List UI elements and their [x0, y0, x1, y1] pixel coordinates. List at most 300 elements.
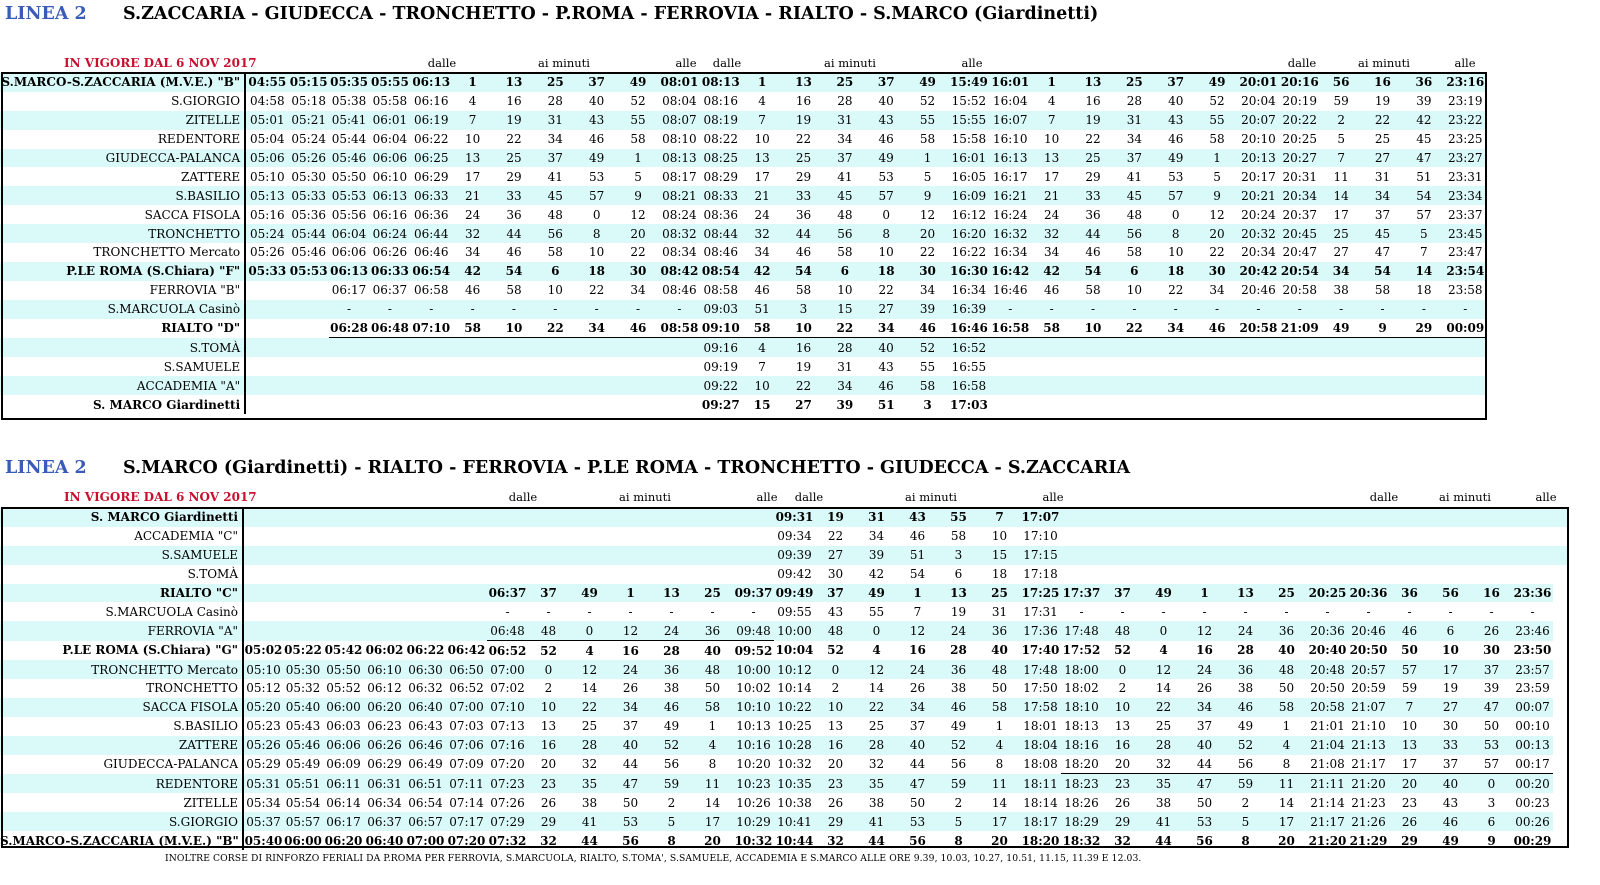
- timetable-row: [0, 565, 1568, 584]
- departure-time: 10: [464, 132, 481, 147]
- departure-time: 17:03: [950, 397, 988, 412]
- departure-time: 06:36: [413, 207, 449, 222]
- departure-time: 10: [878, 245, 894, 260]
- station-name: S.GIORGIO: [0, 92, 245, 111]
- departure-time: 16:22: [951, 245, 987, 260]
- departure-time: 21:29: [1349, 833, 1388, 848]
- departure-time: 45: [1114, 186, 1155, 205]
- departure-time: 05:40: [244, 833, 283, 848]
- departure-time: 26: [1389, 812, 1430, 831]
- departure-time: 6: [535, 262, 576, 281]
- departure-time: 17:10: [1023, 529, 1058, 544]
- departure-time: 40: [991, 643, 1008, 658]
- departure-time: [1553, 508, 1568, 527]
- departure-time: 46: [907, 319, 948, 338]
- departure-time: [446, 565, 487, 584]
- departure-time: [1061, 546, 1102, 565]
- departure-time: 20:10: [1241, 132, 1276, 147]
- departure-time: -: [1530, 604, 1535, 619]
- departure-time: 22: [569, 698, 610, 717]
- departure-time: 09:34: [777, 529, 812, 544]
- departure-time: 34: [1320, 262, 1361, 281]
- departure-time: 38: [663, 681, 680, 696]
- departure-time: 22: [827, 529, 844, 544]
- departure-time: 16:05: [951, 169, 987, 184]
- departure-time: 00:07: [1512, 698, 1553, 717]
- departure-time: 23:45: [1445, 224, 1486, 243]
- departure-time: 22: [856, 698, 897, 717]
- departure-time: 08:24: [662, 207, 697, 222]
- departure-time: -: [1325, 604, 1330, 619]
- departure-time: 07:32: [488, 833, 527, 848]
- departure-time: 53: [610, 812, 651, 831]
- timetable-row: [0, 376, 1486, 395]
- departure-time: -: [1407, 604, 1412, 619]
- departure-time: 08:58: [659, 319, 700, 338]
- departure-time: [1143, 546, 1184, 565]
- departure-time: [1114, 376, 1155, 395]
- departure-time: 7: [979, 508, 1020, 527]
- departure-time: 0: [1102, 660, 1143, 679]
- departure-time: [289, 300, 329, 319]
- departure-time: 00:09: [1445, 319, 1486, 338]
- timetable-row: [0, 812, 1568, 831]
- departure-time: 23: [1102, 774, 1143, 793]
- departure-time: 36: [1403, 73, 1444, 92]
- departure-time: 05:33: [245, 262, 288, 281]
- departure-time: 28: [824, 338, 865, 357]
- departure-time: 28: [547, 94, 563, 109]
- departure-time: 20:47: [1282, 245, 1318, 260]
- departure-time: 57: [1155, 186, 1196, 205]
- departure-time: 26: [827, 795, 844, 810]
- departure-time: 08:17: [662, 169, 697, 184]
- departure-time: 44: [1072, 224, 1113, 243]
- departure-time: 18:04: [1020, 736, 1061, 755]
- departure-time: 47: [1184, 774, 1225, 793]
- departure-time: 22: [783, 376, 824, 395]
- departure-time: 24: [464, 207, 481, 222]
- departure-time: 47: [1403, 149, 1444, 168]
- departure-time: 42: [1403, 111, 1444, 130]
- departure-time: [1389, 546, 1430, 565]
- departure-time: [493, 338, 534, 357]
- departure-time: 35: [569, 774, 610, 793]
- departure-time: 18:23: [1061, 774, 1102, 793]
- departure-time: 47: [1471, 698, 1512, 717]
- departure-time: 16:34: [951, 283, 987, 298]
- departure-time: 07:14: [449, 795, 484, 810]
- departure-time: 07:09: [449, 757, 484, 772]
- departure-time: 19: [783, 111, 824, 130]
- departure-time: 10: [528, 698, 569, 717]
- departure-time: 06:43: [408, 719, 443, 734]
- departure-time: 08:32: [659, 224, 700, 243]
- departure-time: 39: [1483, 681, 1500, 696]
- departure-time: 28: [663, 643, 680, 658]
- departure-time: [1196, 376, 1237, 395]
- departure-time: 56: [1320, 73, 1361, 92]
- station-name: P.LE ROMA (S.Chiara) "F": [0, 262, 245, 281]
- departure-time: 37: [528, 584, 569, 603]
- departure-time: 34: [897, 698, 938, 717]
- departure-time: 53: [589, 169, 605, 184]
- departure-time: 07:00: [487, 660, 528, 679]
- departure-time: 29: [815, 812, 856, 831]
- departure-time: 08:42: [659, 262, 700, 281]
- departure-time: 10: [837, 283, 853, 298]
- departure-time: 20:50: [1310, 681, 1345, 696]
- departure-time: 46: [795, 245, 812, 260]
- departure-time: [1225, 546, 1266, 565]
- departure-time: 25: [1374, 132, 1391, 147]
- departure-time: 39: [1416, 94, 1432, 109]
- departure-time: [405, 565, 446, 584]
- departure-time: 41: [856, 812, 897, 831]
- departure-time: 06:58: [413, 283, 449, 298]
- departure-time: [323, 602, 364, 621]
- departure-time: [364, 527, 405, 546]
- departure-time: 19: [815, 508, 856, 527]
- departure-time: 2: [544, 681, 553, 696]
- departure-time: 49: [1196, 73, 1237, 92]
- departure-time: 42: [741, 262, 782, 281]
- departure-time: 22: [919, 245, 936, 260]
- departure-time: 5: [923, 169, 932, 184]
- departure-time: 12: [610, 621, 651, 640]
- departure-time: 10:23: [733, 774, 774, 793]
- departure-time: [405, 584, 446, 603]
- departure-time: [733, 565, 774, 584]
- departure-time: 06:16: [372, 207, 408, 222]
- departure-time: 52: [919, 94, 936, 109]
- timetable-row: [0, 205, 1486, 224]
- departure-time: 21: [452, 186, 493, 205]
- departure-time: 56: [1114, 224, 1155, 243]
- departure-time: 31: [824, 111, 865, 130]
- departure-time: 58: [795, 283, 812, 298]
- departure-time: 05:12: [246, 681, 281, 696]
- departure-time: 31: [1114, 111, 1155, 130]
- departure-time: 31: [837, 359, 853, 374]
- departure-time: [990, 376, 1031, 395]
- departure-time: [1471, 565, 1512, 584]
- departure-time: 20:37: [1282, 207, 1318, 222]
- departure-time: 15: [753, 397, 771, 412]
- departure-time: -: [1072, 300, 1113, 319]
- departure-time: 10: [493, 319, 534, 338]
- departure-time: 54: [783, 262, 824, 281]
- departure-time: [576, 395, 617, 414]
- departure-time: 10: [1401, 719, 1418, 734]
- departure-time: [1031, 357, 1072, 376]
- departure-time: 06:30: [405, 660, 446, 679]
- departure-time: 10:20: [736, 757, 771, 772]
- line-label: LINEA 2: [5, 4, 87, 24]
- departure-time: 27: [1333, 245, 1349, 260]
- departure-time: [446, 508, 487, 527]
- departure-time: [1102, 527, 1143, 546]
- departure-time: 56: [622, 833, 639, 848]
- departure-time: 20:50: [1349, 643, 1388, 658]
- departure-time: [289, 338, 329, 357]
- route-heading-bottom: [5, 458, 1130, 478]
- departure-time: 44: [622, 757, 639, 772]
- departure-time: 12: [1209, 207, 1225, 222]
- departure-time: 4: [758, 94, 766, 109]
- departure-time: [283, 621, 323, 640]
- departure-time: [1279, 338, 1320, 357]
- departure-time: [1061, 565, 1102, 584]
- departure-time: [1143, 565, 1184, 584]
- departure-time: 06:42: [447, 643, 486, 658]
- departure-time: [1238, 395, 1279, 414]
- departure-time: 35: [1143, 774, 1184, 793]
- departure-time: -: [329, 300, 369, 319]
- departure-time: [610, 527, 651, 546]
- departure-time: 05:54: [285, 795, 321, 810]
- departure-time: 36: [506, 207, 522, 222]
- departure-time: 16: [795, 94, 812, 109]
- departure-time: 05:53: [329, 186, 369, 205]
- departure-time: 52: [651, 736, 692, 755]
- departure-time: [283, 508, 323, 527]
- station-name: S.TOMÀ: [0, 565, 243, 584]
- departure-time: 50: [622, 795, 639, 810]
- departure-time: 08:22: [703, 132, 739, 147]
- departure-time: 42: [868, 567, 885, 582]
- departure-time: 21:20: [1308, 833, 1347, 848]
- departure-time: 49: [1143, 584, 1184, 603]
- station-name: SACCA FISOLA: [0, 205, 245, 224]
- departure-time: [405, 546, 446, 565]
- departure-time: 44: [493, 224, 534, 243]
- departure-time: [617, 357, 658, 376]
- departure-time: 10:38: [777, 795, 812, 810]
- departure-time: [289, 319, 329, 338]
- departure-time: 32: [827, 833, 844, 848]
- departure-time: [411, 395, 452, 414]
- departure-time: 46: [909, 529, 926, 544]
- departure-time: 20:22: [1279, 111, 1320, 130]
- departure-time: 41: [1126, 169, 1142, 184]
- departure-time: 08:01: [659, 73, 700, 92]
- departure-time: -: [1120, 604, 1125, 619]
- departure-time: [1072, 338, 1113, 357]
- departure-time: 35: [856, 774, 897, 793]
- departure-time: 58: [1031, 319, 1072, 338]
- departure-time: [1031, 395, 1072, 414]
- departure-time: 23:31: [1447, 169, 1483, 184]
- departure-time: 06:23: [367, 719, 402, 734]
- departure-time: 07:20: [490, 757, 525, 772]
- station-name: S. MARCO Giardinetti: [0, 508, 243, 527]
- departure-time: 42: [1031, 262, 1072, 281]
- timetable-row: [0, 641, 1568, 660]
- departure-time: 06:52: [488, 643, 527, 658]
- departure-time: 06:10: [372, 169, 408, 184]
- departure-time: 10: [1168, 245, 1184, 260]
- departure-time: 06:00: [323, 698, 364, 717]
- departure-time: [1307, 527, 1348, 546]
- departure-time: 14: [704, 795, 721, 810]
- departure-time: [1061, 527, 1102, 546]
- departure-time: 48: [1126, 207, 1142, 222]
- departure-time: [245, 338, 288, 357]
- departure-time: 53: [878, 169, 894, 184]
- departure-time: 55: [938, 508, 979, 527]
- departure-time: [610, 546, 651, 565]
- departure-time: 39: [907, 300, 948, 319]
- departure-time: [1114, 338, 1155, 357]
- departure-time: [569, 565, 610, 584]
- departure-time: 20:40: [1308, 643, 1347, 658]
- departure-time: 32: [1114, 833, 1131, 848]
- departure-time: -: [659, 300, 700, 319]
- departure-time: 1: [1031, 73, 1072, 92]
- departure-time: 07:02: [490, 681, 525, 696]
- departure-time: [1553, 527, 1568, 546]
- departure-time: 06:24: [369, 224, 410, 243]
- departure-time: 16:55: [951, 359, 987, 374]
- departure-time: 05:52: [326, 681, 361, 696]
- departure-time: 27: [815, 546, 856, 565]
- departure-time: 17: [1266, 812, 1307, 831]
- departure-time: -: [535, 300, 576, 319]
- departure-time: 49: [907, 73, 948, 92]
- departure-time: 21:14: [1310, 795, 1345, 810]
- departure-time: [651, 527, 692, 546]
- departure-time: 1: [897, 584, 938, 603]
- departure-time: [569, 527, 610, 546]
- departure-time: 05:01: [245, 111, 288, 130]
- departure-time: 51: [741, 300, 782, 319]
- departure-time: 23:37: [1447, 207, 1483, 222]
- departure-time: 08:04: [662, 94, 697, 109]
- departure-time: [1225, 527, 1266, 546]
- departure-time: [610, 508, 651, 527]
- departure-time: [1155, 376, 1196, 395]
- departure-time: 06:06: [331, 245, 367, 260]
- timetable-row: [0, 357, 1486, 376]
- station-name: RIALTO "D": [0, 319, 245, 338]
- departure-time: 14: [1155, 681, 1172, 696]
- station-name: ZATTERE: [0, 736, 243, 755]
- departure-time: [1143, 527, 1184, 546]
- departure-time: 34: [547, 132, 563, 147]
- departure-time: [1225, 508, 1266, 527]
- departure-time: 20:25: [1282, 132, 1318, 147]
- departure-time: 16:21: [990, 186, 1031, 205]
- departure-time: [283, 584, 323, 603]
- departure-time: 09:49: [774, 584, 815, 603]
- departure-time: 30: [1483, 643, 1500, 658]
- departure-time: 25: [581, 719, 598, 734]
- departure-time: 10: [741, 376, 782, 395]
- station-name: GIUDECCA-PALANCA: [0, 149, 245, 168]
- departure-time: 31: [856, 508, 897, 527]
- departure-time: 48: [837, 207, 853, 222]
- departure-time: 05:46: [329, 149, 369, 168]
- departure-time: 3: [923, 397, 932, 412]
- departure-time: 32: [1143, 755, 1184, 774]
- departure-time: 20:36: [1307, 621, 1348, 640]
- departure-time: 16:42: [990, 262, 1031, 281]
- departure-time: 18: [576, 262, 617, 281]
- departure-time: 16:04: [992, 94, 1028, 109]
- departure-time: [1430, 508, 1471, 527]
- departure-time: [692, 546, 733, 565]
- departure-time: 23:22: [1445, 111, 1486, 130]
- departure-time: 59: [1333, 94, 1349, 109]
- departure-time: 21: [1031, 186, 1072, 205]
- departure-time: 36: [1225, 660, 1266, 679]
- timetable-row: [0, 755, 1568, 774]
- departure-time: 41: [547, 169, 563, 184]
- departure-time: 05:43: [285, 719, 321, 734]
- departure-time: 19: [493, 111, 534, 130]
- departure-time: 16:10: [992, 132, 1028, 147]
- departure-time: 25: [1266, 584, 1307, 603]
- departure-time: 17:48: [1020, 660, 1061, 679]
- departure-time: [1114, 395, 1155, 414]
- departure-time: [528, 508, 569, 527]
- departure-time: 34: [824, 376, 865, 395]
- departure-time: [446, 546, 487, 565]
- departure-time: 46: [617, 319, 658, 338]
- departure-time: -: [1031, 300, 1072, 319]
- departure-time: [452, 376, 493, 395]
- departure-time: 06:44: [411, 224, 452, 243]
- departure-time: 06:06: [323, 736, 364, 755]
- departure-time: 5: [1403, 224, 1444, 243]
- departure-time: [1072, 376, 1113, 395]
- departure-time: 21:09: [1279, 319, 1320, 338]
- departure-time: [1430, 565, 1471, 584]
- timetable-row: [0, 149, 1486, 168]
- departure-time: 55: [907, 111, 948, 130]
- departure-time: [1072, 357, 1113, 376]
- departure-time: 57: [1416, 207, 1432, 222]
- departure-time: 05:33: [289, 186, 329, 205]
- departure-time: 36: [1266, 621, 1307, 640]
- departure-time: 20:57: [1348, 660, 1389, 679]
- departure-time: -: [1161, 604, 1166, 619]
- departure-time: 05:26: [243, 736, 283, 755]
- departure-time: [651, 508, 692, 527]
- departure-time: [452, 357, 493, 376]
- route-heading-top: [5, 4, 1098, 24]
- departure-time: 58: [837, 245, 853, 260]
- timetable-row: [0, 262, 1486, 281]
- departure-time: 06:50: [446, 660, 487, 679]
- departure-time: [1471, 508, 1512, 527]
- departure-time: [1266, 565, 1307, 584]
- departure-time: -: [1445, 300, 1486, 319]
- departure-time: 43: [897, 508, 938, 527]
- line-label: LINEA 2: [5, 458, 87, 478]
- freq-until-label: alle: [961, 56, 983, 70]
- departure-time: 17: [464, 169, 481, 184]
- departure-time: [1102, 508, 1143, 527]
- departure-time: 22: [1114, 319, 1155, 338]
- departure-time: 59: [651, 774, 692, 793]
- departure-time: [1512, 565, 1553, 584]
- departure-time: 10:00: [774, 621, 815, 640]
- departure-time: 08:16: [703, 94, 739, 109]
- station-name: S.GIORGIO: [0, 812, 243, 831]
- departure-time: 49: [617, 73, 658, 92]
